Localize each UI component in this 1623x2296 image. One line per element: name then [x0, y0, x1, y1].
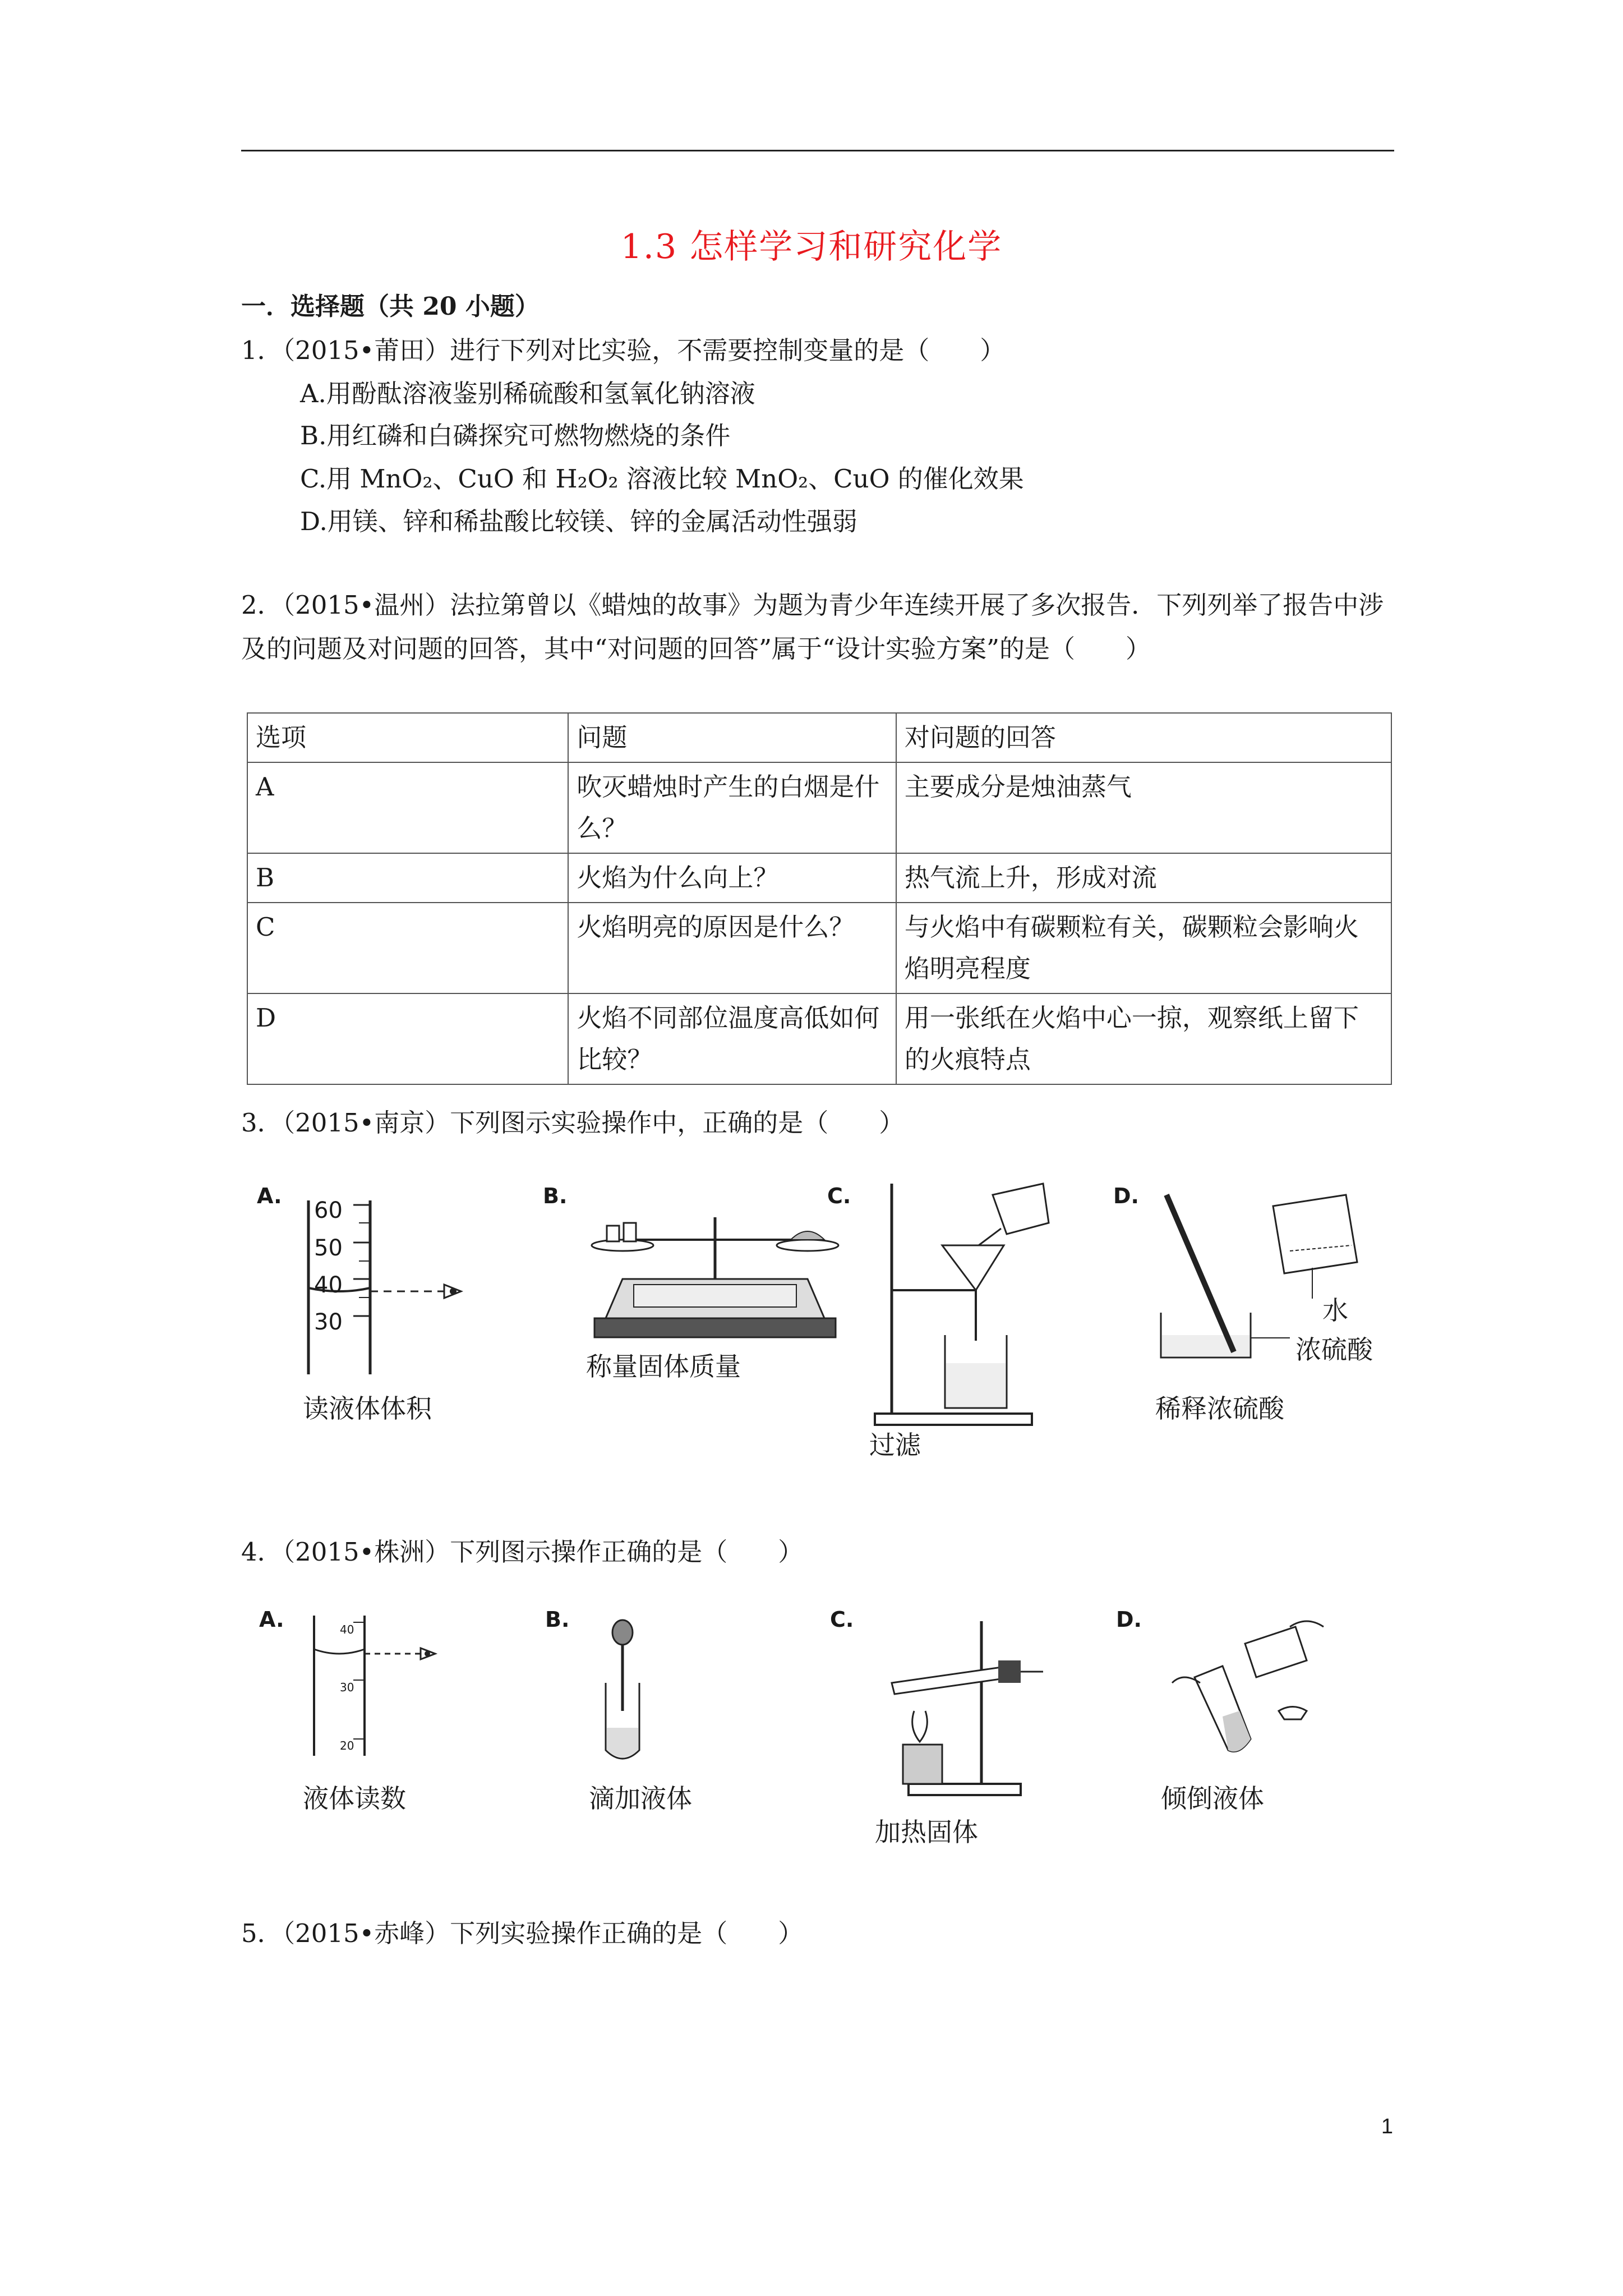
- scale-label: 30: [314, 1309, 343, 1335]
- q1-option-d: D.用镁、锌和稀盐酸比较镁、锌的金属活动性强弱: [300, 507, 857, 536]
- table-cell: 火焰不同部位温度高低如何比较？: [568, 993, 896, 1084]
- q1-stem: 1．（2015•莆田）进行下列对比实验，不需要控制变量的是（ ）: [241, 335, 1006, 365]
- page-title: 1.3 怎样学习和研究化学: [620, 227, 1003, 266]
- table-header-cell: 选项: [247, 713, 568, 762]
- q4-fig-b-letter: B.: [545, 1607, 570, 1632]
- q4-stem: 4．（2015•株洲）下列图示操作正确的是（ ）: [241, 1537, 804, 1567]
- table-header-cell: 问题: [568, 713, 896, 762]
- q3-fig-d-caption: 稀释浓硫酸: [1155, 1393, 1284, 1424]
- q4-fig-a-caption: 液体读数: [303, 1783, 406, 1814]
- scale-label: 20: [340, 1739, 354, 1752]
- q3-fig-a-caption: 读液体体积: [303, 1393, 432, 1424]
- page-number: 1: [1381, 2115, 1393, 2138]
- q3-fig-c-caption: 过滤: [869, 1430, 921, 1460]
- scale-label: 40: [340, 1623, 354, 1636]
- table-cell: 用一张纸在火焰中心一掠，观察纸上留下的火痕特点: [896, 993, 1391, 1084]
- table-header-cell: 对问题的回答: [896, 713, 1391, 762]
- scale-label: 50: [314, 1235, 343, 1261]
- q2-stem: 2．（2015•温州）法拉第曾以《蜡烛的故事》为题为青少年连续开展了多次报告．下列列举了报告中涉及的问题及对问题的回答，其中“对问题的回答”属于“设计实验方案”的是（ ）: [241, 590, 1384, 664]
- balance-illustration: [583, 1195, 847, 1346]
- table-cell: A: [247, 762, 568, 853]
- table-cell: 与火焰中有碳颗粒有关，碳颗粒会影响火焰明亮程度: [896, 903, 1391, 993]
- scale-label: 30: [340, 1681, 354, 1694]
- q5-stem: 5．（2015•赤峰）下列实验操作正确的是（ ）: [241, 1918, 804, 1948]
- table-cell: D: [247, 993, 568, 1084]
- q4-fig-a-letter: A.: [259, 1607, 284, 1632]
- acid-label: 浓硫酸: [1295, 1335, 1373, 1365]
- header-rule: [241, 150, 1394, 151]
- q3-fig-c-letter: C.: [827, 1184, 851, 1208]
- q4-fig-b-caption: 滴加液体: [589, 1783, 692, 1814]
- scale-label: 60: [314, 1198, 343, 1223]
- q4-fig-d-letter: D.: [1116, 1607, 1142, 1632]
- q4-fig-d-caption: 倾倒液体: [1161, 1783, 1264, 1814]
- water-label: 水: [1322, 1295, 1348, 1326]
- cylinder-reading-illustration: [303, 1604, 460, 1761]
- table-cell: 热气流上升，形成对流: [896, 853, 1391, 903]
- table-row: [247, 993, 1391, 1084]
- q3-fig-b-caption: 称量固体质量: [586, 1351, 741, 1382]
- table-row: [247, 853, 1391, 903]
- table-row: [247, 762, 1391, 853]
- table-cell: B: [247, 853, 568, 903]
- q4-fig-c-caption: 加热固体: [875, 1817, 978, 1847]
- table-header-row: [247, 713, 1391, 762]
- q3-stem: 3．（2015•南京）下列图示实验操作中，正确的是（ ）: [241, 1108, 905, 1138]
- table-cell: 火焰明亮的原因是什么？: [568, 903, 896, 993]
- pouring-liquid-illustration: [1161, 1616, 1340, 1761]
- filtration-illustration: [864, 1172, 1099, 1436]
- table-cell: 火焰为什么向上？: [568, 853, 896, 903]
- section-heading: 一．选择题（共 20 小题）: [241, 292, 540, 321]
- scale-label: 40: [314, 1272, 343, 1298]
- q4-fig-c-letter: C.: [830, 1607, 854, 1632]
- q1-option-b: B.用红磷和白磷探究可燃物燃烧的条件: [300, 421, 731, 450]
- table-cell: C: [247, 903, 568, 993]
- q3-fig-a-letter: A.: [257, 1184, 282, 1208]
- table-cell: 主要成分是烛油蒸气: [896, 762, 1391, 853]
- q1-option-a: A.用酚酞溶液鉴别稀硫酸和氢氧化钠溶液: [300, 379, 755, 408]
- heating-solid-illustration: [875, 1616, 1060, 1801]
- q3-fig-b-letter: B.: [543, 1184, 568, 1208]
- q2-table: [247, 712, 1392, 1085]
- table-cell: 吹灭蜡烛时产生的白烟是什么？: [568, 762, 896, 853]
- dropper-illustration: [583, 1616, 662, 1767]
- q3-fig-d-letter: D.: [1113, 1184, 1139, 1208]
- table-row: [247, 903, 1391, 993]
- q1-option-c: C.用 MnO₂、CuO 和 H₂O₂ 溶液比较 MnO₂、CuO 的催化效果: [300, 464, 1024, 494]
